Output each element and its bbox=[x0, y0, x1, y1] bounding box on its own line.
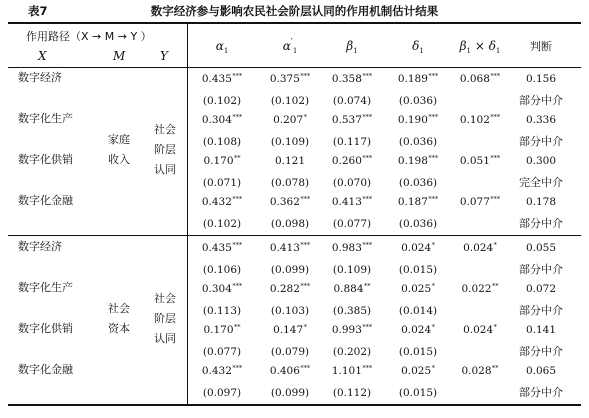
row-variable: 数字经济 bbox=[18, 240, 62, 253]
mediator-label: 家庭 bbox=[108, 133, 130, 146]
rule-bottom bbox=[8, 404, 581, 406]
se-cell: (0.071) bbox=[202, 177, 242, 189]
coef-cell: 0.260*** bbox=[331, 154, 373, 167]
coef-cell: 0.983*** bbox=[331, 241, 373, 254]
outcome-label: 阶层 bbox=[154, 143, 176, 156]
coef-cell: 0.406*** bbox=[269, 364, 311, 377]
rule-top bbox=[8, 22, 581, 24]
outcome-label: 阶层 bbox=[154, 312, 176, 325]
se-cell: (0.015) bbox=[398, 346, 438, 358]
row-variable: 数字经济 bbox=[18, 71, 62, 84]
coef-cell: 0.024* bbox=[463, 241, 497, 254]
coef-cell: 0.077*** bbox=[459, 195, 501, 208]
se-cell: (0.015) bbox=[398, 387, 438, 399]
row-variable: 数字化金融 bbox=[18, 194, 73, 207]
coef-cell: 0.024* bbox=[463, 323, 497, 336]
se-cell: (0.074) bbox=[332, 95, 372, 107]
coef-cell: 0.170** bbox=[203, 323, 241, 336]
row-variable: 数字化供销 bbox=[18, 153, 73, 166]
se-cell: (0.099) bbox=[270, 387, 310, 399]
mediator-label: 社会 bbox=[108, 302, 130, 315]
header-stat-col: $\alpha'_1$ bbox=[282, 38, 298, 55]
se-cell: (0.109) bbox=[332, 264, 372, 276]
effect-value: 0.336 bbox=[525, 114, 557, 126]
coef-cell: 0.025* bbox=[401, 282, 435, 295]
coef-cell: 0.170** bbox=[203, 154, 241, 167]
coef-cell: 0.189*** bbox=[397, 72, 439, 85]
coef-cell: 0.358*** bbox=[331, 72, 373, 85]
coef-cell: 0.435*** bbox=[201, 241, 243, 254]
header-judge-label: 判断 bbox=[530, 40, 552, 53]
coef-cell: 0.304*** bbox=[201, 282, 243, 295]
judgment-label: 部分中介 bbox=[519, 386, 563, 399]
outcome-label: 认同 bbox=[154, 163, 176, 176]
coef-cell: 0.537*** bbox=[331, 113, 373, 126]
coef-cell: 1.101*** bbox=[331, 364, 373, 377]
coef-cell: 0.304*** bbox=[201, 113, 243, 126]
judgment-label: 部分中介 bbox=[519, 135, 563, 148]
coef-cell: 0.028** bbox=[461, 364, 499, 377]
judgment-label: 部分中介 bbox=[519, 263, 563, 276]
coef-cell: 0.207* bbox=[273, 113, 307, 126]
coef-cell: 0.024* bbox=[401, 323, 435, 336]
coef-cell: 0.413*** bbox=[331, 195, 373, 208]
judgment-label: 部分中介 bbox=[519, 94, 563, 107]
judgment-label: 部分中介 bbox=[519, 304, 563, 317]
coef-cell: 0.102*** bbox=[459, 113, 501, 126]
coef-cell: 0.432*** bbox=[201, 195, 243, 208]
se-cell: (0.015) bbox=[398, 264, 438, 276]
se-cell: (0.036) bbox=[398, 177, 438, 189]
coef-cell: 0.051*** bbox=[459, 154, 501, 167]
se-cell: (0.102) bbox=[202, 95, 242, 107]
effect-value: 0.178 bbox=[525, 196, 557, 208]
coef-cell: 0.147* bbox=[273, 323, 307, 336]
effect-value: 0.072 bbox=[525, 283, 557, 295]
se-cell: (0.098) bbox=[270, 218, 310, 230]
coef-cell: 0.413*** bbox=[269, 241, 311, 254]
row-variable: 数字化生产 bbox=[18, 112, 73, 125]
se-cell: (0.202) bbox=[332, 346, 372, 358]
coef-cell: 0.024* bbox=[401, 241, 435, 254]
se-cell: (0.108) bbox=[202, 136, 242, 148]
se-cell: (0.079) bbox=[270, 346, 310, 358]
mediator-label: 收入 bbox=[108, 153, 130, 166]
judgment-label: 部分中介 bbox=[519, 345, 563, 358]
rule-vertical bbox=[187, 22, 188, 405]
coef-cell: 0.068*** bbox=[459, 72, 501, 85]
se-cell: (0.106) bbox=[202, 264, 242, 276]
coef-cell: 0.198*** bbox=[397, 154, 439, 167]
row-variable: 数字化供销 bbox=[18, 322, 73, 335]
effect-value: 0.300 bbox=[525, 155, 557, 167]
header-col-y: Y bbox=[160, 49, 168, 63]
effect-value: 0.156 bbox=[525, 73, 557, 85]
coef-cell: 0.375*** bbox=[269, 72, 311, 85]
se-cell: (0.077) bbox=[332, 218, 372, 230]
header-stat-col: $\beta_1 \times \delta_1$ bbox=[459, 39, 501, 55]
header-stat-col: $\delta_1$ bbox=[412, 39, 424, 55]
coef-cell: 0.121 bbox=[274, 155, 306, 167]
table-title: 数字经济参与影响农民社会阶层认同的作用机制估计结果 bbox=[150, 4, 439, 18]
outcome-label: 社会 bbox=[154, 123, 176, 136]
header-stat-col: $\alpha_1$ bbox=[215, 39, 229, 55]
row-variable: 数字化金融 bbox=[18, 363, 73, 376]
outcome-label: 认同 bbox=[154, 332, 176, 345]
header-stat-col: $\beta_1$ bbox=[346, 39, 358, 55]
se-cell: (0.385) bbox=[332, 305, 372, 317]
se-cell: (0.097) bbox=[202, 387, 242, 399]
coef-cell: 0.187*** bbox=[397, 195, 439, 208]
se-cell: (0.070) bbox=[332, 177, 372, 189]
se-cell: (0.117) bbox=[332, 136, 372, 148]
se-cell: (0.099) bbox=[270, 264, 310, 276]
rule-header-bottom bbox=[8, 67, 581, 68]
outcome-label: 社会 bbox=[154, 292, 176, 305]
se-cell: (0.036) bbox=[398, 136, 438, 148]
rule-panel-separator bbox=[8, 235, 581, 236]
header-path-label: 作用路径（X → M → Y ） bbox=[26, 30, 152, 43]
se-cell: (0.113) bbox=[202, 305, 242, 317]
effect-value: 0.141 bbox=[525, 324, 557, 336]
judgment-label: 部分中介 bbox=[519, 217, 563, 230]
se-cell: (0.102) bbox=[270, 95, 310, 107]
se-cell: (0.077) bbox=[202, 346, 242, 358]
coef-cell: 0.435*** bbox=[201, 72, 243, 85]
coef-cell: 0.025* bbox=[401, 364, 435, 377]
se-cell: (0.103) bbox=[270, 305, 310, 317]
se-cell: (0.112) bbox=[332, 387, 372, 399]
se-cell: (0.078) bbox=[270, 177, 310, 189]
judgment-label: 完全中介 bbox=[519, 176, 563, 189]
table-label: 表7 bbox=[28, 4, 48, 18]
coef-cell: 0.282*** bbox=[269, 282, 311, 295]
se-cell: (0.014) bbox=[398, 305, 438, 317]
se-cell: (0.036) bbox=[398, 218, 438, 230]
se-cell: (0.109) bbox=[270, 136, 310, 148]
coef-cell: 0.362*** bbox=[269, 195, 311, 208]
coef-cell: 0.190*** bbox=[397, 113, 439, 126]
row-variable: 数字化生产 bbox=[18, 281, 73, 294]
header-col-x: X bbox=[38, 49, 47, 63]
mediator-label: 资本 bbox=[108, 322, 130, 335]
coef-cell: 0.022** bbox=[461, 282, 499, 295]
se-cell: (0.102) bbox=[202, 218, 242, 230]
coef-cell: 0.432*** bbox=[201, 364, 243, 377]
effect-value: 0.055 bbox=[525, 242, 557, 254]
coef-cell: 0.884** bbox=[333, 282, 371, 295]
effect-value: 0.065 bbox=[525, 365, 557, 377]
header-col-m: M bbox=[113, 49, 126, 63]
se-cell: (0.036) bbox=[398, 95, 438, 107]
coef-cell: 0.993*** bbox=[331, 323, 373, 336]
